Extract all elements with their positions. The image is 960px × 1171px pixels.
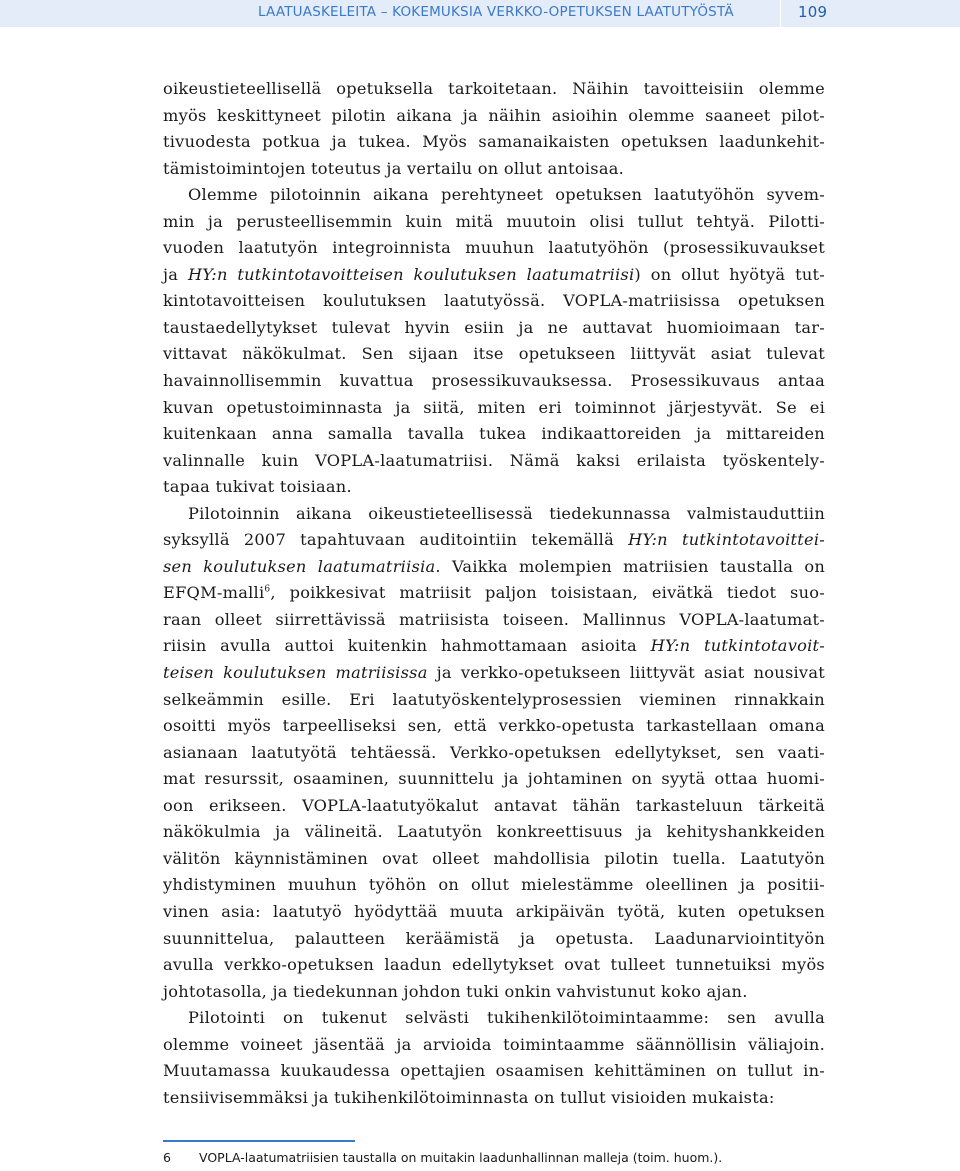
text-line: johtotasolla, ja tiedekunnan johdon tuki onkin vahvistunut koko ajan. <box>163 981 748 1001</box>
text-line: tensiivisemmäksi ja tukihenkilötoiminnasta on tullut visioiden mukaista: <box>163 1087 775 1107</box>
text-line: syksyllä 2007 tapahtuvaan auditointiin tekemällä HY:n tutkintotavoittei- <box>163 530 825 550</box>
text-line: teisen koulutuksen matriisissa ja verkko-opetukseen liittyvät asiat nousivat <box>163 663 825 683</box>
text-line: avulla verkko-opetuksen laadun edellytykset ovat tulleet tunnetuiksi myös <box>163 955 825 975</box>
footnote-rule <box>163 1140 355 1142</box>
text-line: vittavat näkökulmat. Sen sijaan itse opetukseen liittyvät asiat tulevat <box>163 344 825 364</box>
text-line: osoitti myös tarpeelliseksi sen, että verkko-opetusta tarkastellaan omana <box>163 716 825 736</box>
paragraph <box>163 1005 825 1111</box>
text-line: suunnittelua, palautteen keräämistä ja opetusta. Laadunarviointityön <box>163 928 825 948</box>
text-line: oon erikseen. VOPLA-laatutyökalut antavat tähän tarkasteluun tärkeitä <box>163 795 825 815</box>
text-line: oikeustieteellisellä opetuksella tarkoitetaan. Näihin tavoitteisiin olemme <box>163 79 825 98</box>
footnote <box>163 1150 863 1165</box>
text-line: ja HY:n tutkintotavoitteisen koulutuksen laatumatriisi) on ollut hyötyä tut- <box>163 264 825 284</box>
text-line: myös keskittyneet pilotin aikana ja näihin asioihin olemme saaneet pilot- <box>163 105 825 125</box>
page-number: 109 <box>798 3 828 21</box>
running-title: LAATUASKELEITA – KOKEMUKSIA VERKKO-OPETUKSEN LAATUTYÖSTÄ <box>258 4 734 20</box>
text-line: kuvan opetustoiminnasta ja siitä, miten eri toiminnot järjestyvät. Se ei <box>163 397 825 417</box>
text-line: Olemme pilotoinnin aikana perehtyneet opetuksen laatutyöhön syvem- <box>188 185 825 205</box>
italic-title: HY:n tutkintotavoitteisen koulutuksen laatumatriisi <box>187 264 635 284</box>
paragraph <box>163 182 825 501</box>
text-line: näkökulmia ja välineitä. Laatutyön konkreettisuus ja kehityshankkeiden <box>163 822 825 842</box>
body-text <box>163 76 825 1111</box>
text-line: mat resurssit, osaaminen, suunnittelu ja johtaminen on syytä ottaa huomi- <box>163 769 825 789</box>
text-line: asianaan laatutyötä tehtäessä. Verkko-opetuksen edellytykset, sen vaati- <box>163 742 825 762</box>
text-line: sen koulutuksen laatumatriisia. Vaikka molempien matriisien taustalla on <box>163 556 825 576</box>
text-line: Pilotointi on tukenut selvästi tukihenkilötoimintaamme: sen avulla <box>188 1008 825 1028</box>
text-line: tapaa tukivat toisiaan. <box>163 477 352 497</box>
paragraph <box>163 76 825 182</box>
text-line: riisin avulla auttoi kuitenkin hahmottamaan asioita HY:n tutkintotavoit- <box>163 636 825 656</box>
text-line: taustaedellytykset tulevat hyvin esiin ja ne auttavat huomioimaan tar- <box>163 317 825 337</box>
text-line: tämistoimintojen toteutus ja vertailu on ollut antoisaa. <box>163 158 625 178</box>
text-line: tivuodesta potkua ja tukea. Myös samanaikaisten opetuksen laadunkehit- <box>163 132 825 152</box>
italic-title: sen koulutuksen laatumatriisia <box>163 556 436 576</box>
text-line: kuitenkaan anna samalla tavalla tukea indikaattoreiden ja mittareiden <box>163 424 825 444</box>
text-line: raan olleet siirrettävissä matriisista toiseen. Mallinnus VOPLA-laatumat- <box>163 609 825 629</box>
footnote-ref: 6 <box>264 585 271 595</box>
italic-title: HY:n tutkintotavoit- <box>650 636 825 656</box>
text-line: valinnalle kuin VOPLA-laatumatriisi. Nämä kaksi erilaista työskentely- <box>163 450 825 470</box>
text-line: min ja perusteellisemmin kuin mitä muutoin olisi tullut tehtyä. Pilotti- <box>163 211 825 231</box>
header-divider <box>780 0 781 27</box>
text-line: EFQM-malli$^6$, poikkesivat matriisit paljon toisistaan, eivätkä tiedot suo- <box>163 583 825 603</box>
italic-title: HY:n tutkintotavoittei- <box>628 530 825 550</box>
text-line: Muutamassa kuukaudessa opettajien osaamisen kehittäminen on tullut in- <box>163 1061 825 1081</box>
text-line: selkeämmin esille. Eri laatutyöskentelyprosessien vieminen rinnakkain <box>163 689 825 709</box>
text-line: olemme voineet jäsentää ja arvioida toimintaamme säännöllisin väliajoin. <box>163 1034 825 1054</box>
text-line: kintotavoitteisen koulutuksen laatutyössä. VOPLA-matriisissa opetuksen <box>163 291 825 311</box>
text-line: välitön käynnistäminen ovat olleet mahdollisia pilotin tuella. Laatutyön <box>163 848 825 868</box>
text-line: vuoden laatutyön integroinnista muuhun laatutyöhön (prosessikuvaukset <box>163 238 825 258</box>
footnote-text: VOPLA-laatumatriisien taustalla on muitakin laadunhallinnan malleja (toim. huom.). <box>199 1150 723 1165</box>
italic-title: teisen koulutuksen matriisissa <box>163 663 428 683</box>
text-line: vinen asia: laatutyö hyödyttää muuta arkipäivän työtä, kuten opetuksen <box>163 901 825 921</box>
running-header <box>0 0 960 27</box>
text-line: Pilotoinnin aikana oikeustieteellisessä tiedekunnassa valmistauduttiin <box>188 503 825 523</box>
footnote-number: 6 <box>163 1150 171 1165</box>
text-line: havainnollisemmin kuvattua prosessikuvauksessa. Prosessikuvaus antaa <box>163 371 825 391</box>
text-line: yhdistyminen muuhun työhön on ollut mielestämme oleellinen ja positii- <box>163 875 825 895</box>
paragraph <box>163 501 825 1005</box>
